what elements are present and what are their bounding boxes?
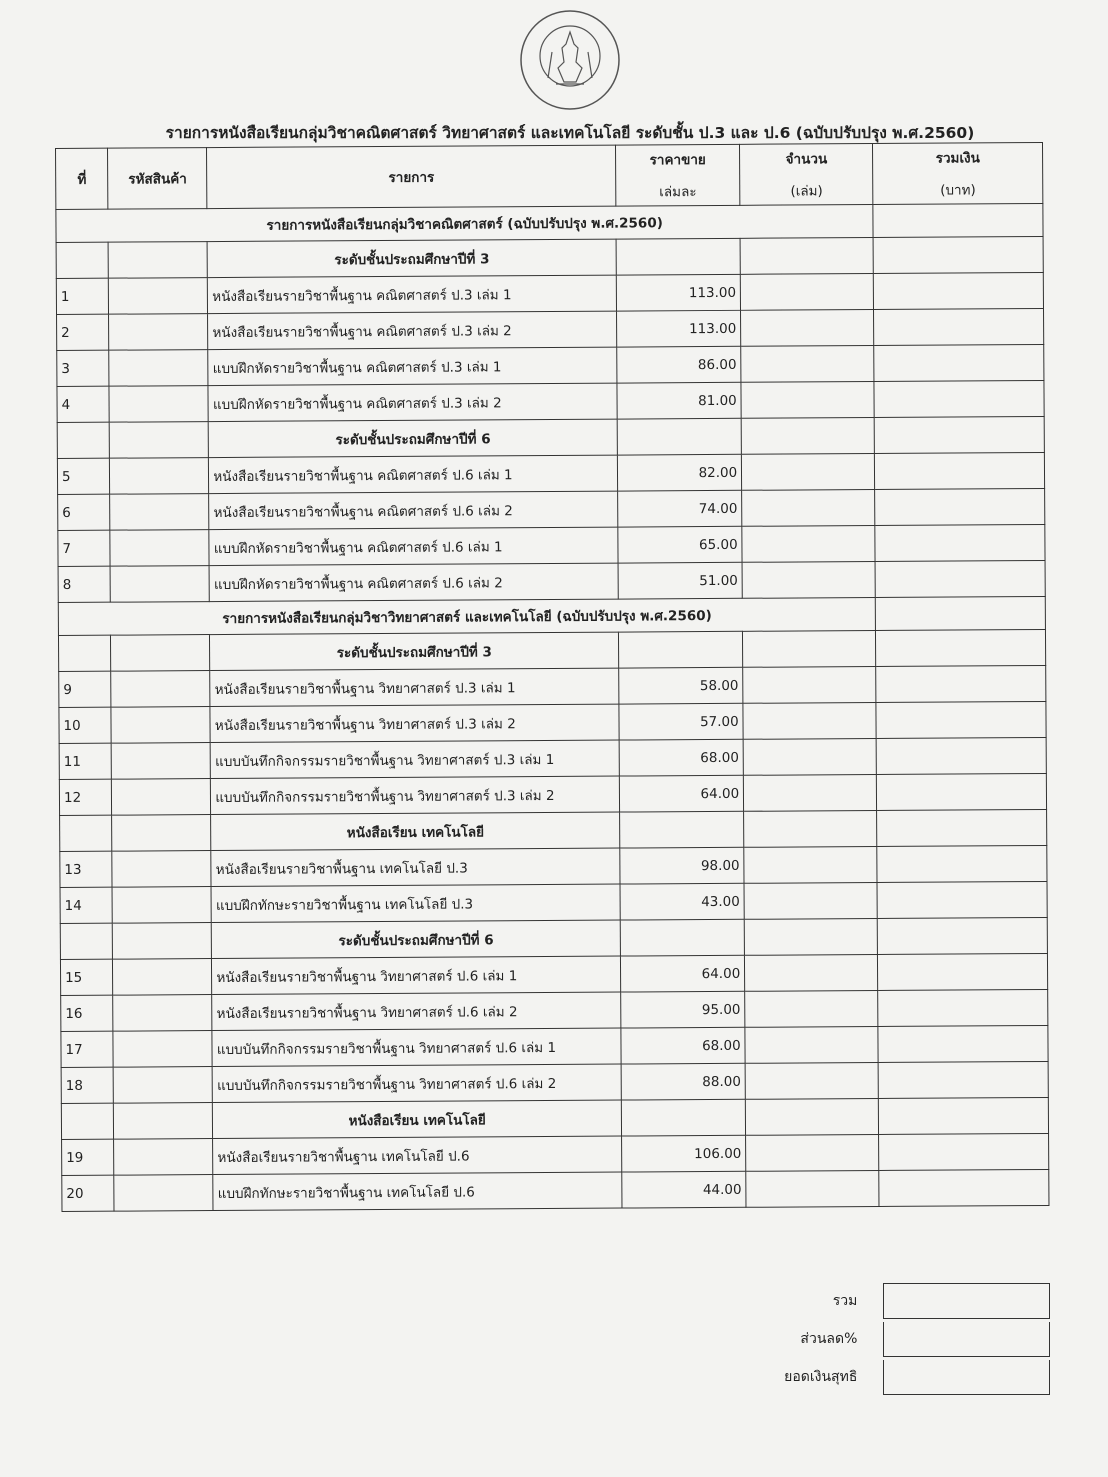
level-no-cell	[60, 815, 113, 851]
row-item: แบบบันทึกกิจกรรมรายวิชาพื้นฐาน วิทยาศาสตร์ ป.3 เล่ม 2	[211, 776, 620, 814]
level-code-cell	[109, 242, 208, 279]
row-item: แบบฝึกทักษะรายวิชาพื้นฐาน เทคโนโลยี ป.3	[211, 884, 620, 922]
level-qty-cell	[743, 630, 876, 667]
level-code-cell	[114, 1103, 213, 1140]
row-code	[110, 494, 209, 531]
row-item: แบบบันทึกกิจกรรมรายวิชาพื้นฐาน วิทยาศาสตร์ ป.6 เล่ม 1	[212, 1028, 621, 1066]
row-no: 8	[58, 566, 111, 602]
row-total	[879, 1061, 1049, 1098]
row-total	[874, 308, 1044, 345]
row-no: 11	[59, 743, 112, 779]
row-price: 44.00	[622, 1171, 746, 1208]
row-item: แบบบันทึกกิจกรรมรายวิชาพื้นฐาน วิทยาศาสตร์ ป.3 เล่ม 1	[210, 740, 619, 778]
level-heading-row	[61, 1097, 1048, 1139]
row-price: 81.00	[617, 382, 741, 419]
row-code	[113, 995, 212, 1032]
table-row	[62, 1133, 1049, 1175]
row-qty	[745, 1062, 878, 1099]
row-item: หนังสือเรียนรายวิชาพื้นฐาน เทคโนโลยี ป.3	[211, 848, 620, 886]
row-qty	[744, 774, 877, 811]
header-qty: จำนวน (เล่ม)	[740, 144, 874, 206]
row-total	[876, 665, 1046, 702]
row-no: 12	[59, 779, 112, 815]
row-item: หนังสือเรียนรายวิชาพื้นฐาน คณิตศาสตร์ ป.6 เล่ม 1	[209, 455, 618, 493]
level-heading: ระดับชั้นประถมศึกษาปีที่ 3	[207, 239, 616, 277]
table-row	[57, 308, 1044, 350]
book-list-table	[55, 142, 1049, 1212]
row-qty	[744, 882, 877, 919]
level-heading-row	[60, 809, 1047, 851]
level-qty-cell	[746, 1098, 879, 1135]
row-total	[877, 773, 1047, 810]
level-total-cell	[876, 629, 1046, 666]
level-no-cell	[57, 422, 110, 458]
row-qty	[745, 1026, 878, 1063]
row-qty	[742, 489, 875, 526]
row-code	[111, 566, 210, 603]
row-code	[113, 1031, 212, 1068]
row-no: 19	[62, 1139, 115, 1175]
level-total-cell	[878, 917, 1048, 954]
row-item: แบบฝึกหัดรายวิชาพื้นฐาน คณิตศาสตร์ ป.6 เล่ม 2	[209, 563, 618, 601]
level-heading: ระดับชั้นประถมศึกษาปีที่ 6	[212, 920, 621, 958]
row-no: 9	[59, 671, 112, 707]
level-heading-row	[57, 416, 1044, 458]
row-code	[112, 851, 211, 888]
table-row	[59, 737, 1046, 779]
level-total-cell	[877, 809, 1047, 846]
row-code	[111, 707, 210, 744]
row-no: 3	[57, 350, 110, 386]
level-total-cell	[875, 416, 1045, 453]
row-qty	[743, 738, 876, 775]
header-price: ราคาขาย เล่มละ	[616, 144, 740, 206]
table-row	[61, 1061, 1048, 1103]
row-price: 113.00	[617, 310, 741, 347]
level-code-cell	[113, 923, 212, 960]
summary-discount-row	[730, 1320, 1050, 1358]
row-code	[109, 278, 208, 315]
row-no: 5	[57, 458, 110, 494]
level-price-cell	[619, 631, 743, 668]
row-code	[114, 1067, 213, 1104]
row-total	[879, 1169, 1049, 1206]
table-row	[60, 881, 1047, 923]
row-price: 65.00	[618, 526, 742, 563]
row-no: 14	[60, 887, 113, 923]
row-total	[878, 1025, 1048, 1062]
level-price-cell	[620, 811, 744, 848]
row-price: 88.00	[621, 1063, 745, 1100]
level-qty-cell	[741, 417, 874, 454]
level-no-cell	[60, 923, 113, 959]
row-qty	[741, 310, 874, 347]
row-no: 13	[60, 851, 113, 887]
row-total	[875, 560, 1045, 597]
summary-discount-label: ส่วนลด%	[800, 1331, 858, 1347]
row-total	[879, 1133, 1049, 1170]
row-total	[875, 452, 1045, 489]
row-item: หนังสือเรียนรายวิชาพื้นฐาน คณิตศาสตร์ ป.3 เล่ม 1	[208, 275, 617, 313]
level-heading-row	[60, 917, 1047, 959]
row-total	[874, 380, 1044, 417]
row-price: 68.00	[621, 1027, 745, 1064]
row-no: 20	[62, 1175, 115, 1211]
table-row	[60, 953, 1047, 995]
row-no: 1	[56, 278, 109, 314]
summary-total-label: รวม	[832, 1293, 858, 1309]
row-code	[110, 458, 209, 495]
row-total	[875, 524, 1045, 561]
row-qty	[743, 702, 876, 739]
level-heading: ระดับชั้นประถมศึกษาปีที่ 3	[210, 632, 619, 670]
header-code: รหัสสินค้า	[108, 148, 207, 210]
row-total	[874, 344, 1044, 381]
row-code	[112, 887, 211, 924]
row-item: แบบฝึกหัดรายวิชาพื้นฐาน คณิตศาสตร์ ป.3 เล่ม 1	[208, 347, 617, 385]
row-item: หนังสือเรียนรายวิชาพื้นฐาน วิทยาศาสตร์ ป.3 เล่ม 2	[210, 704, 619, 742]
level-qty-cell	[740, 238, 873, 275]
level-code-cell	[112, 815, 211, 852]
row-price: 95.00	[621, 991, 745, 1028]
summary-total-box	[883, 1283, 1050, 1319]
row-item: หนังสือเรียนรายวิชาพื้นฐาน คณิตศาสตร์ ป.6 เล่ม 2	[209, 491, 618, 529]
level-heading-row	[56, 236, 1043, 278]
level-code-cell	[110, 422, 209, 459]
row-total	[876, 701, 1046, 738]
summary-discount-box	[883, 1322, 1050, 1357]
level-price-cell	[617, 418, 741, 455]
level-heading: หนังสือเรียน เทคโนโลยี	[213, 1100, 622, 1138]
row-total	[874, 272, 1044, 309]
row-qty	[742, 525, 875, 562]
level-code-cell	[111, 635, 210, 672]
row-price: 106.00	[622, 1135, 746, 1172]
row-code	[109, 350, 208, 387]
table-header-row	[56, 142, 1043, 209]
section-group-title: รายการหนังสือเรียนกลุ่มวิชาคณิตศาสตร์ (ฉบับปรับปรุง พ.ศ.2560)	[56, 205, 874, 243]
row-code	[111, 671, 210, 708]
table-row	[60, 845, 1047, 887]
level-qty-cell	[744, 918, 877, 955]
level-price-cell	[620, 919, 744, 956]
level-heading-row	[58, 629, 1045, 671]
row-no: 17	[61, 1031, 114, 1067]
row-price: 43.00	[620, 883, 744, 920]
row-no: 15	[60, 959, 113, 995]
header-no: ที่	[56, 148, 109, 209]
row-item: หนังสือเรียนรายวิชาพื้นฐาน วิทยาศาสตร์ ป.3 เล่ม 1	[210, 668, 619, 706]
row-price: 113.00	[616, 274, 740, 311]
table-row	[62, 1169, 1049, 1211]
row-code	[112, 779, 211, 816]
row-price: 57.00	[619, 703, 743, 740]
level-no-cell	[61, 1103, 114, 1139]
level-heading: ระดับชั้นประถมศึกษาปีที่ 6	[209, 419, 618, 457]
level-heading: หนังสือเรียน เทคโนโลยี	[211, 812, 620, 850]
row-code	[114, 1175, 213, 1212]
table-row	[57, 344, 1044, 386]
row-item: หนังสือเรียนรายวิชาพื้นฐาน วิทยาศาสตร์ ป.6 เล่ม 1	[212, 956, 621, 994]
row-price: 86.00	[617, 346, 741, 383]
row-total	[877, 737, 1047, 774]
row-item: หนังสือเรียนรายวิชาพื้นฐาน คณิตศาสตร์ ป.3 เล่ม 2	[208, 311, 617, 349]
row-code	[113, 959, 212, 996]
summary-block	[730, 1282, 1050, 1396]
row-total	[875, 488, 1045, 525]
row-item: แบบฝึกทักษะรายวิชาพื้นฐาน เทคโนโลยี ป.6	[213, 1172, 622, 1210]
level-price-cell	[621, 1099, 745, 1136]
row-qty	[740, 274, 873, 311]
row-item: แบบฝึกหัดรายวิชาพื้นฐาน คณิตศาสตร์ ป.6 เล่ม 1	[209, 527, 618, 565]
seal-logo	[518, 8, 622, 112]
row-qty	[746, 1170, 879, 1207]
row-price: 98.00	[620, 847, 744, 884]
level-qty-cell	[744, 810, 877, 847]
row-qty	[742, 453, 875, 490]
row-no: 10	[59, 707, 112, 743]
row-qty	[743, 666, 876, 703]
table-row	[56, 272, 1043, 314]
row-no: 16	[61, 995, 114, 1031]
row-no: 6	[58, 494, 111, 530]
level-total-cell	[879, 1097, 1049, 1134]
table-row	[58, 524, 1045, 566]
row-qty	[745, 990, 878, 1027]
row-no: 18	[61, 1067, 114, 1103]
table-row	[57, 380, 1044, 422]
row-price: 68.00	[619, 739, 743, 776]
table-row	[57, 452, 1044, 494]
row-price: 82.00	[617, 454, 741, 491]
table-row	[61, 989, 1048, 1031]
row-qty	[741, 381, 874, 418]
table-row	[61, 1025, 1048, 1067]
row-code	[109, 314, 208, 351]
header-total: รวมเงิน (บาท)	[873, 142, 1043, 204]
row-code	[114, 1139, 213, 1176]
row-total	[878, 989, 1048, 1026]
summary-net-label: ยอดเงินสุทธิ	[784, 1369, 858, 1385]
table-row	[59, 773, 1046, 815]
row-price: 64.00	[619, 775, 743, 812]
level-no-cell	[56, 242, 109, 278]
row-no: 2	[57, 314, 110, 350]
section-group-title: รายการหนังสือเรียนกลุ่มวิชาวิทยาศาสตร์ และเทคโนโลยี (ฉบับปรับปรุง พ.ศ.2560)	[58, 597, 876, 635]
row-code	[112, 743, 211, 780]
row-item: แบบบันทึกกิจกรรมรายวิชาพื้นฐาน วิทยาศาสตร์ ป.6 เล่ม 2	[212, 1064, 621, 1102]
section-group-total-cell	[876, 596, 1046, 630]
row-total	[878, 953, 1048, 990]
summary-net-box	[883, 1360, 1050, 1395]
row-item: แบบฝึกหัดรายวิชาพื้นฐาน คณิตศาสตร์ ป.3 เล่ม 2	[208, 383, 617, 421]
row-code	[109, 386, 208, 423]
row-qty	[742, 561, 875, 598]
row-item: หนังสือเรียนรายวิชาพื้นฐาน วิทยาศาสตร์ ป.6 เล่ม 2	[212, 992, 621, 1030]
summary-net-row	[730, 1358, 1050, 1396]
row-qty	[745, 954, 878, 991]
row-qty	[744, 846, 877, 883]
table-row	[58, 560, 1045, 602]
header-item: รายการ	[207, 145, 616, 208]
table-row	[59, 701, 1046, 743]
table-row	[59, 665, 1046, 707]
row-code	[110, 530, 209, 567]
document-title: รายการหนังสือเรียนกลุ่มวิชาคณิตศาสตร์ วิทยาศาสตร์ และเทคโนโลยี ระดับชั้น ป.3 และ ป.6 (ฉบับปรับปรุง พ.ศ.2560)	[165, 124, 975, 142]
row-no: 4	[57, 386, 110, 422]
level-total-cell	[873, 236, 1043, 273]
row-item: หนังสือเรียนรายวิชาพื้นฐาน เทคโนโลยี ป.6	[213, 1136, 622, 1174]
row-qty	[746, 1134, 879, 1171]
row-total	[877, 881, 1047, 918]
level-no-cell	[58, 635, 111, 671]
row-price: 58.00	[619, 667, 743, 704]
level-price-cell	[616, 238, 740, 275]
table-row	[58, 488, 1045, 530]
row-price: 51.00	[618, 562, 742, 599]
row-total	[877, 845, 1047, 882]
row-price: 64.00	[621, 955, 745, 992]
section-group-total-cell	[873, 203, 1043, 237]
row-qty	[741, 345, 874, 382]
row-price: 74.00	[618, 490, 742, 527]
row-no: 7	[58, 530, 111, 566]
summary-total-row	[730, 1282, 1050, 1320]
